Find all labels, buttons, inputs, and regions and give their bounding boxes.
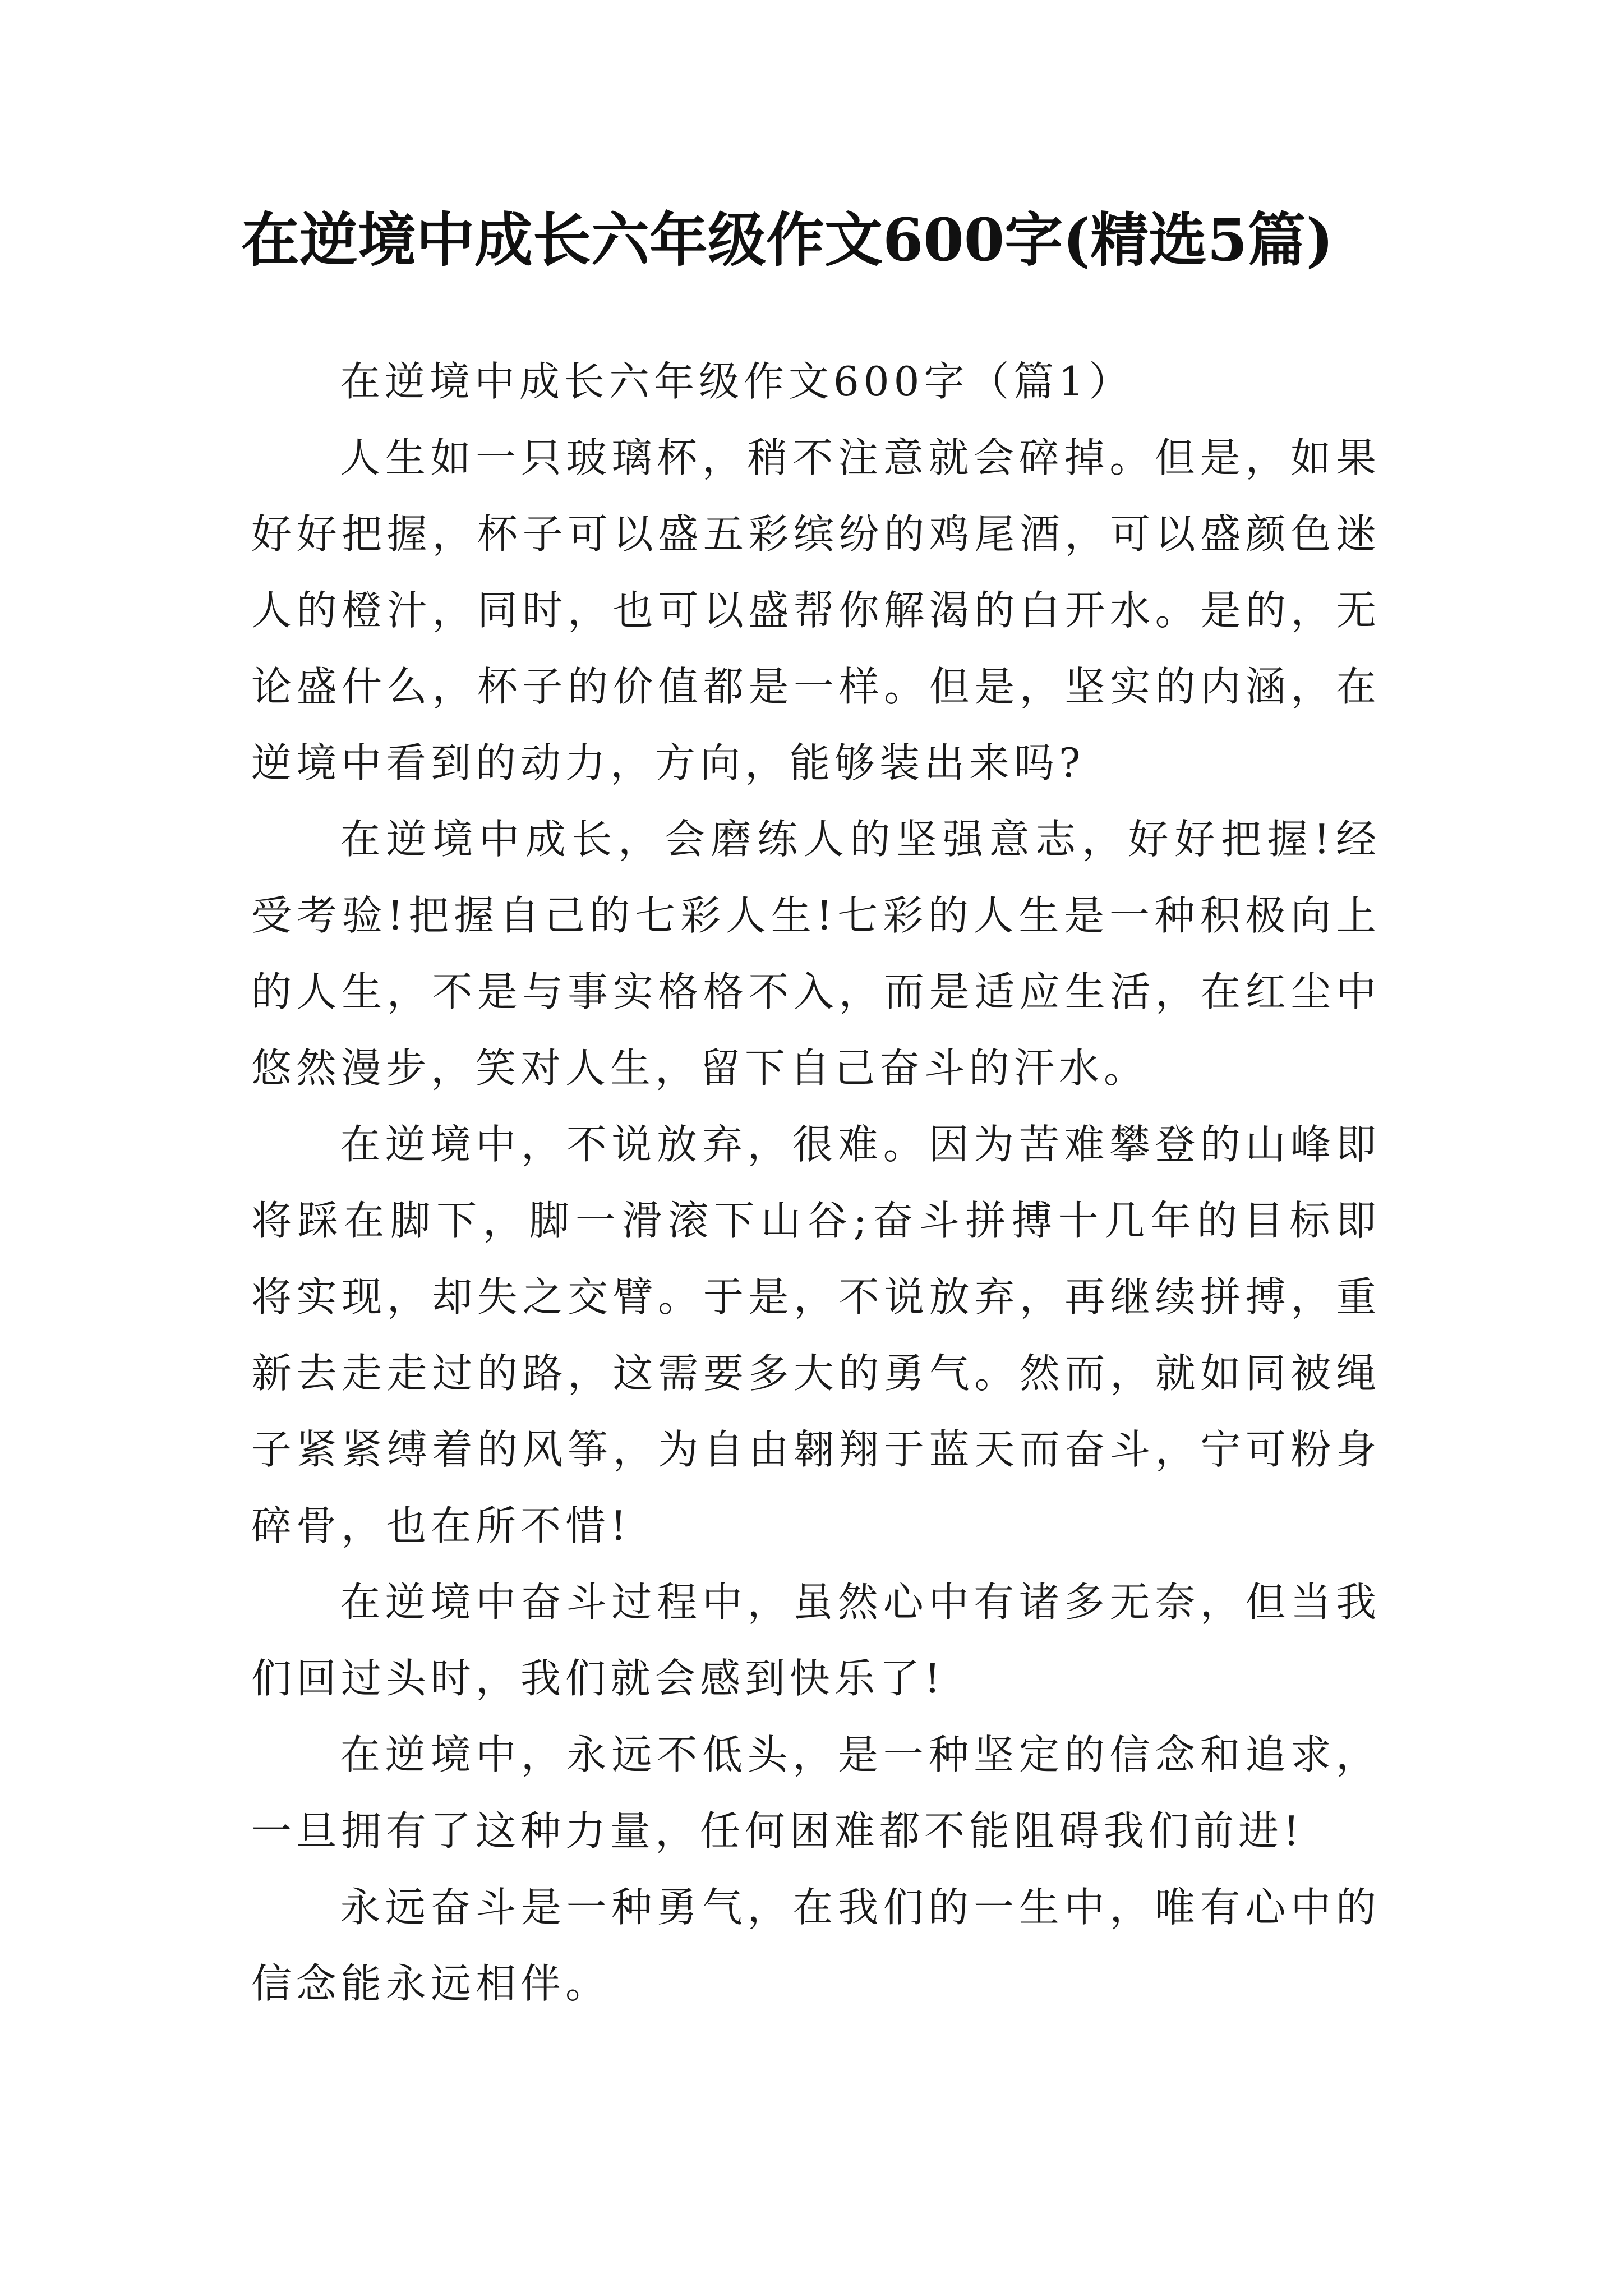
paragraph: 永远奋斗是一种勇气，在我们的一生中，唯有心中的信念能永远相伴。 <box>251 1884 1381 2007</box>
document-body <box>251 343 1381 2022</box>
document-title: 在逆境中成长六年级作文600字(精选5篇) <box>241 205 1334 274</box>
paragraph: 在逆境中奋斗过程中，虽然心中有诸多无奈，但当我们回过头时，我们就会感到快乐了! <box>251 1579 1381 1702</box>
paragraph: 人生如一只玻璃杯，稍不注意就会碎掉。但是，如果好好把握，杯子可以盛五彩缤纷的鸡尾酒，可以盛颜色迷人的橙汁，同时，也可以盛帮你解渴的白开水。是的，无论盛什么，杯子的价值都是一样。但是，坚实的内涵，在逆境中看到的动力，方向，能够装出来吗? <box>251 434 1381 786</box>
paragraph: 在逆境中，不说放弃，很难。因为苦难攀登的山峰即将踩在脚下，脚一滑滚下山谷;奋斗拼搏十几年的目标即将实现，却失之交臂。于是，不说放弃，再继续拼搏，重新去走走过的路，这需要多大的勇气。然而，就如同被绳子紧紧缚着的风筝，为自由翱翔于蓝天而奋斗，宁可粉身碎骨，也在所不惜! <box>251 1121 1381 1549</box>
paragraph: 在逆境中成长，会磨练人的坚强意志，好好把握!经受考验!把握自己的七彩人生!七彩的人生是一种积极向上的人生，不是与事实格格不入，而是适应生活，在红尘中悠然漫步，笑对人生，留下自己奋斗的汗水。 <box>251 816 1381 1092</box>
paragraph: 在逆境中，永远不低头，是一种坚定的信念和追求，一旦拥有了这种力量，任何困难都不能阻碍我们前进! <box>251 1731 1381 1855</box>
section-heading: 在逆境中成长六年级作文600字（篇1） <box>340 358 1134 405</box>
